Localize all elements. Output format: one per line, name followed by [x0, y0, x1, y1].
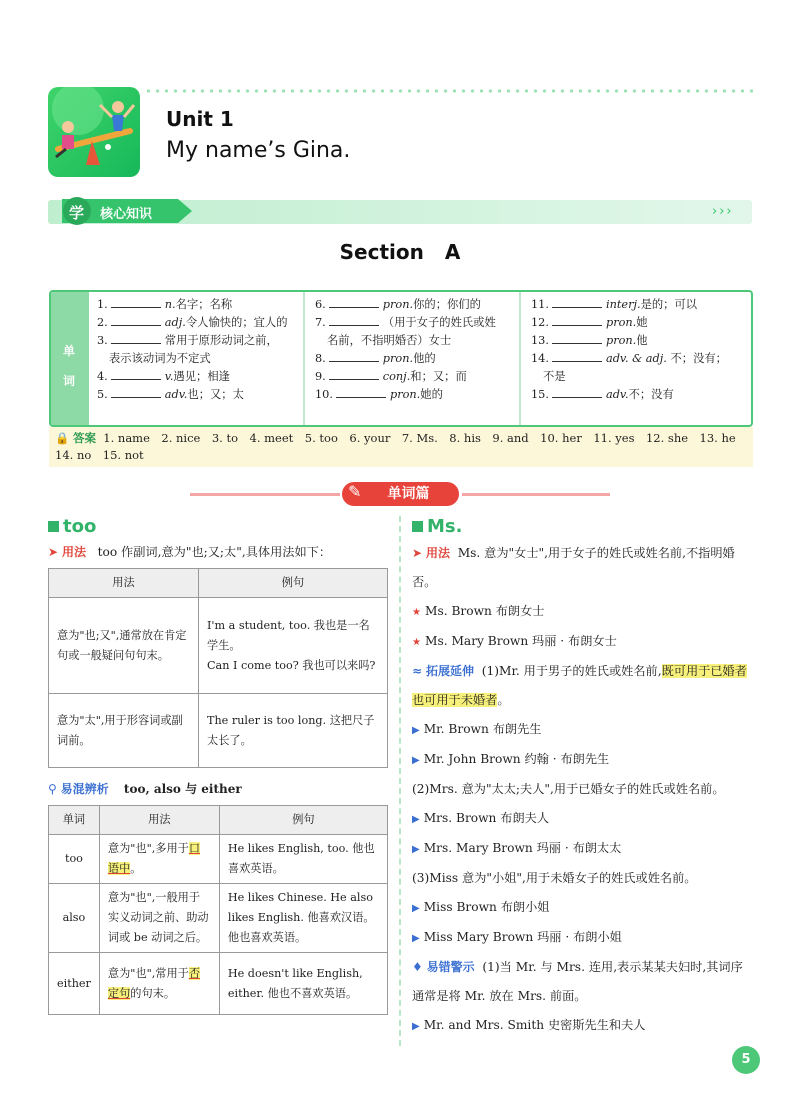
- vocab-item: 9. conj.和；又；而: [315, 370, 467, 383]
- example-line: ▶ Miss Mary Brown 玛丽 · 布朗小姐: [412, 930, 622, 944]
- triangle-icon: ▶: [412, 725, 420, 736]
- answers-line-2: 14. no 15. not: [55, 448, 144, 462]
- star-icon: ★: [412, 607, 421, 618]
- usage-text: too 作副词,意为"也;又;太",具体用法如下：: [97, 545, 332, 559]
- vocab-item: 8. pron.他的: [315, 352, 436, 365]
- unit-subtitle: My name’s Gina.: [166, 138, 351, 163]
- extend-paragraph: ≈ 拓展延伸 (1)Mr. 用于男子的姓氏或姓名前,既可用于已婚者也可用于未婚者。: [412, 664, 747, 707]
- vocab-item: 13. pron.他: [531, 334, 648, 347]
- vocab-item: 2. adj.令人愉快的；宜人的: [97, 316, 288, 329]
- vocab-col-2: [315, 296, 519, 404]
- vocab-item: 11. interj.是的；可以: [531, 298, 698, 311]
- table-header: 用法: [49, 569, 199, 598]
- vocab-item-cont: 不是: [543, 370, 566, 383]
- warning-label: 易错警示: [426, 960, 475, 974]
- table-row: also 意为"也",一般用于实义动词之前、助动词或 be 动词之后。 He likes Chinese. He also likes English. 他喜欢汉语。他也喜欢英语。: [49, 884, 388, 953]
- mrs-paragraph: (2)Mrs. 意为"太太;夫人",用于已婚女子的姓氏或姓名前。: [412, 782, 725, 796]
- vocab-item: 15. adv.不；没有: [531, 388, 674, 401]
- banner-arrows-icon: ›››: [712, 204, 734, 219]
- vocab-col-1: [97, 296, 303, 404]
- table-header: 例句: [199, 569, 388, 598]
- example-line: ★ Ms. Brown 布朗女士: [412, 604, 545, 618]
- bell-icon: ♦: [412, 960, 423, 974]
- usage-label: 用法: [61, 545, 86, 559]
- column-divider: [399, 516, 401, 1046]
- confuse-line: [48, 780, 388, 797]
- headword-ms: Ms.: [412, 516, 754, 537]
- page-number: 5: [732, 1046, 760, 1074]
- vocab-side-label: 单 词: [51, 292, 89, 425]
- right-column: [412, 516, 754, 1041]
- triangle-icon: ▶: [412, 755, 420, 766]
- divider-left: [190, 493, 340, 496]
- vocab-item: 12. pron.她: [531, 316, 648, 329]
- word-section-tag: ✎ 单词篇: [342, 482, 459, 506]
- vocab-box: [49, 290, 753, 427]
- table-row: 意为"也;又",通常放在肯定句或一般疑问句句末。 I'm a student, too. 我也是一名学生。 Can I come too? 我也可以来吗?: [49, 598, 388, 694]
- warning-paragraph: ♦ 易错警示 (1)当 Mr. 与 Mrs. 连用,表示某某夫妇时,其词序通常是将 Mr. 放在 Mrs. 前面。: [412, 960, 743, 1003]
- unit-illustration: [48, 87, 140, 177]
- example-line: ▶ Mr. and Mrs. Smith 史密斯先生和夫人: [412, 1018, 646, 1032]
- usage-line: [48, 543, 388, 560]
- core-knowledge-tag: [50, 196, 190, 226]
- miss-paragraph: (3)Miss 意为"小姐",用于未婚女子的姓氏或姓名前。: [412, 871, 697, 885]
- answers-label: 答案: [72, 431, 96, 445]
- answers-line-1: 1. name 2. nice 3. to 4. meet 5. too 6. your 7. Ms. 8. his 9. and 10. her 11. yes 12. she 13. he: [103, 431, 736, 445]
- star-icon: ★: [412, 637, 421, 648]
- example-line: ▶ Miss Brown 布朗小姐: [412, 900, 550, 914]
- vocab-item: 6. pron.你的；你们的: [315, 298, 481, 311]
- usage-paragraph: ➤ 用法 Ms. 意为"女士",用于女子的姓氏或姓名前,不指明婚否。: [412, 546, 735, 589]
- example-line: ▶ Mrs. Brown 布朗夫人: [412, 811, 550, 825]
- header-dot-line: [144, 89, 758, 93]
- vocab-item: 5. adv.也；又；太: [97, 388, 244, 401]
- triangle-icon: ▶: [412, 844, 420, 855]
- triangle-icon: ▶: [412, 814, 420, 825]
- vocab-col-separator: [519, 292, 521, 425]
- triangle-icon: ▶: [412, 933, 420, 944]
- magnifier-icon: ⚲: [48, 782, 57, 796]
- table-header: 单词: [49, 806, 100, 835]
- confuse-title: too, also 与 either: [123, 782, 242, 796]
- square-icon: [412, 521, 423, 532]
- vocab-col-3: [531, 296, 753, 404]
- vocab-item: 4. v.遇见；相逢: [97, 370, 230, 383]
- table-row: too 意为"也",多用于口语中。 He likes English, too. 他也喜欢英语。: [49, 835, 388, 884]
- vocab-item: 14. adv. & adj. 不；没有；: [531, 352, 727, 365]
- example-line: ▶ Mr. Brown 布朗先生: [412, 722, 542, 736]
- paper-plane-icon: ➤: [412, 546, 423, 560]
- extend-label: 拓展延伸: [425, 664, 474, 678]
- vocab-col-separator: [303, 292, 305, 425]
- left-column: [48, 516, 388, 1015]
- vocab-item-cont: 名前，不指明婚否）女士: [327, 334, 452, 347]
- table-row: either 意为"也",常用于否定句的句末。 He doesn't like English, either. 他也不喜欢英语。: [49, 953, 388, 1015]
- triangle-icon: ▶: [412, 903, 420, 914]
- lock-icon: 🔒: [55, 431, 70, 445]
- unit-title: Unit 1: [166, 107, 234, 131]
- pencil-icon: ✎: [348, 482, 362, 501]
- table-header: 例句: [219, 806, 387, 835]
- section-title: Section A: [339, 240, 461, 264]
- example-line: ★ Ms. Mary Brown 玛丽 · 布朗女士: [412, 634, 617, 648]
- too-usage-table: [48, 568, 388, 768]
- square-icon: [48, 521, 59, 532]
- paper-plane-icon: ➤: [48, 545, 59, 559]
- divider-right: [462, 493, 610, 496]
- table-header: 用法: [99, 806, 219, 835]
- vocab-item: 10. pron.她的: [315, 388, 443, 401]
- headword-too: too: [48, 516, 388, 537]
- example-line: ▶ Mr. John Brown 约翰 · 布朗先生: [412, 752, 610, 766]
- vocab-item: 3. 常用于原形动词之前，: [97, 334, 278, 347]
- too-also-either-table: [48, 805, 388, 1015]
- triangle-icon: ▶: [412, 1021, 420, 1032]
- wifi-icon: ≈: [412, 664, 423, 678]
- vocab-item: 1. n.名字；名称: [97, 298, 233, 311]
- vocab-item: 7. （用于女子的姓氏或姓: [315, 316, 496, 329]
- table-row: 意为"太",用于形容词或副词前。 The ruler is too long. 这把尺子太长了。: [49, 694, 388, 768]
- example-line: ▶ Mrs. Mary Brown 玛丽 · 布朗太太: [412, 841, 622, 855]
- tag-text: 核心知识: [100, 207, 153, 222]
- answers-box: [49, 427, 753, 467]
- tag-char: 学: [69, 204, 85, 222]
- vocab-item-cont: 表示该动词为不定式: [109, 352, 211, 365]
- confuse-label: 易混辨析: [60, 782, 109, 796]
- usage-label: 用法: [425, 546, 450, 560]
